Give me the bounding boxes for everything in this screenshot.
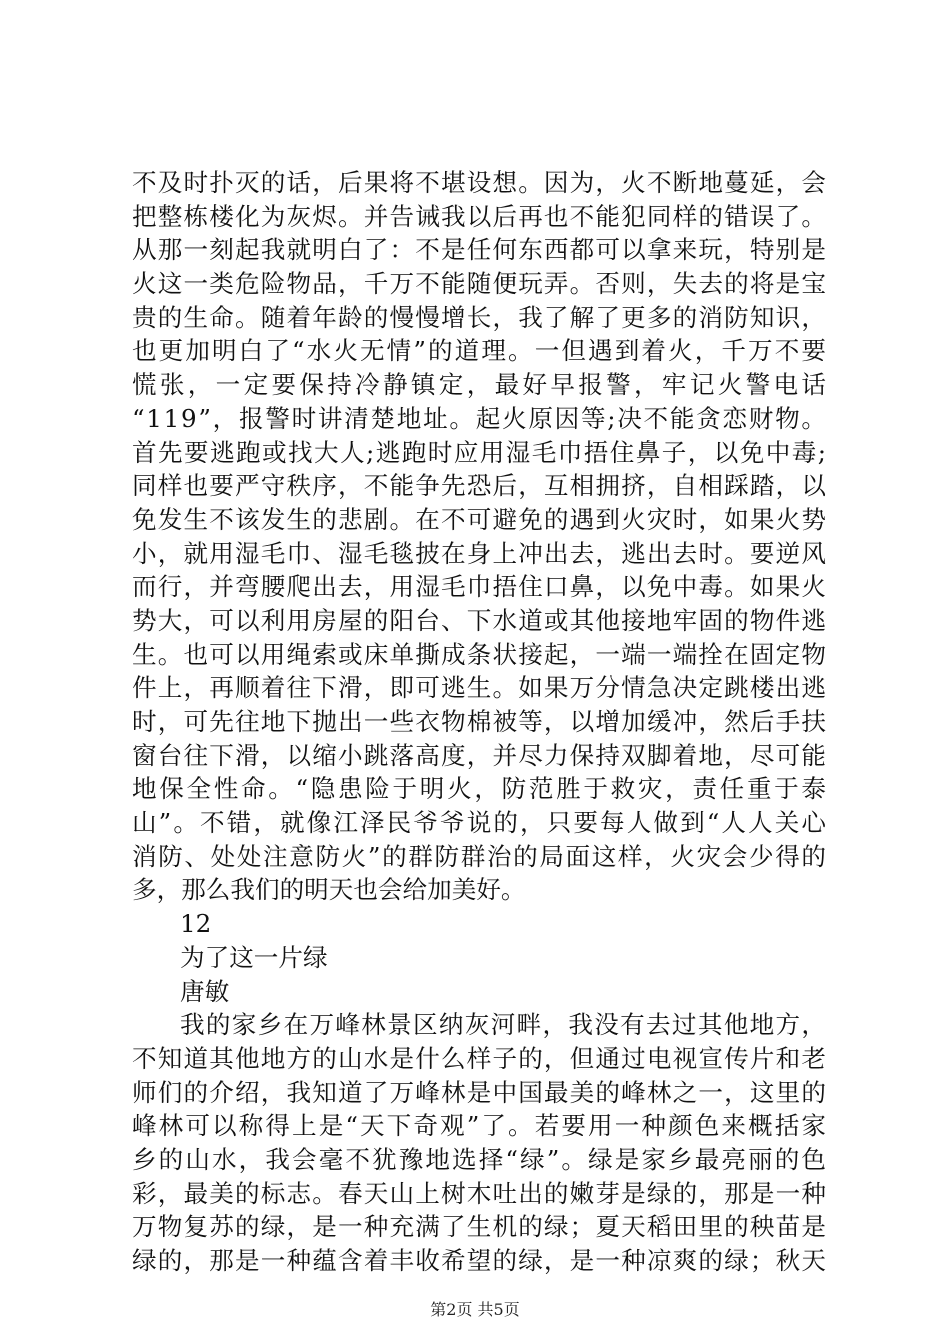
text-line: 窗台往下滑，以缩小跳落高度，并尽力保持双脚着地，尽可能 xyxy=(132,740,828,770)
text-line: 师们的介绍，我知道了万峰林是中国最美的峰林之一，这里的 xyxy=(132,1077,828,1107)
text-line: 峰林可以称得上是“天下奇观”了。若要用一种颜色来概括家 xyxy=(132,1111,829,1141)
text-line: 势大，可以利用房屋的阳台、下水道或其他接地牢固的物件逃 xyxy=(132,605,828,635)
page-footer: 第2页 共5页 xyxy=(430,1300,520,1319)
text-line: 我的家乡在万峰林景区纳灰河畔，我没有去过其他地方， xyxy=(180,1010,828,1040)
text-line: 贵的生命。随着年龄的慢慢增长，我了解了更多的消防知识， xyxy=(132,302,828,332)
text-line: 彩，最美的标志。春天山上树木吐出的嫩芽是绿的，那是一种 xyxy=(132,1178,828,1208)
text-line: 乡的山水，我会毫不犹豫地选择“绿”。绿是家乡最亮丽的色 xyxy=(132,1144,829,1174)
article-author: 唐敏 xyxy=(180,976,230,1006)
paragraph-green-hometown xyxy=(132,1008,829,1278)
text-line: 也更加明白了“水火无情”的道理。一但遇到着火，千万不要 xyxy=(132,336,829,366)
text-line: 免发生不该发生的悲剧。在不可避免的遇到火灾时，如果火势 xyxy=(132,504,828,534)
text-line: 时，可先往地下抛出一些衣物棉被等，以增加缓冲，然后手扶 xyxy=(132,707,828,736)
text-line: 首先要逃跑或找大人;逃跑时应用湿毛巾捂住鼻子，以免中毒; xyxy=(132,437,828,467)
text-line: 绿的，那是一种蕴含着丰收希望的绿，是一种凉爽的绿；秋天 xyxy=(132,1246,828,1275)
article-title: 为了这一片绿 xyxy=(180,942,328,972)
document-body xyxy=(132,166,830,1278)
text-line: 小，就用湿毛巾、湿毛毯披在身上冲出去，逃出去时。要逆风 xyxy=(132,538,828,568)
text-line: 慌张，一定要保持冷静镇定，最好早报警，牢记火警电话 xyxy=(132,370,830,400)
paragraph-fire-safety xyxy=(132,166,830,907)
text-line: 地保全性命。“隐患险于明火，防范胜于救灾，责任重于泰 xyxy=(132,774,829,804)
text-line: 件上，再顺着往下滑，即可逃生。如果万分情急决定跳楼出逃 xyxy=(132,673,828,703)
text-line: 山”。不错，就像江泽民爷爷说的，只要每人做到“人人关心 xyxy=(132,808,829,838)
text-line: 万物复苏的绿，是一种充满了生机的绿；夏天稻田里的秧苗是 xyxy=(132,1212,828,1242)
text-line: 不知道其他地方的山水是什么样子的，但通过电视宣传片和老 xyxy=(132,1043,828,1073)
text-line: “119”，报警时讲清楚地址。起火原因等;决不能贪恋财物。 xyxy=(132,403,828,433)
text-line: 而行，并弯腰爬出去，用湿毛巾捂住口鼻，以免中毒。如果火 xyxy=(132,572,828,602)
text-line: 消防、处处注意防火”的群防群治的局面这样，火灾会少得的 xyxy=(132,841,828,871)
text-line: 把整栋楼化为灰烬。并告诫我以后再也不能犯同样的错误了。 xyxy=(132,201,828,231)
text-line: 同样也要严守秩序，不能争先恐后，互相拥挤，自相踩踏，以 xyxy=(132,471,828,501)
text-line: 从那一刻起我就明白了：不是任何东西都可以拿来玩，特别是 xyxy=(132,235,828,265)
text-line: 不及时扑灭的话，后果将不堪设想。因为，火不断地蔓延，会 xyxy=(132,168,828,197)
text-line: 生。也可以用绳索或床单撕成条状接起，一端一端拴在固定物 xyxy=(132,639,828,669)
section-number: 12 xyxy=(180,909,212,939)
text-line: 火这一类危险物品，千万不能随便玩弄。否则，失去的将是宝 xyxy=(132,269,828,299)
text-line: 多，那么我们的明天也会给加美好。 xyxy=(132,875,526,905)
